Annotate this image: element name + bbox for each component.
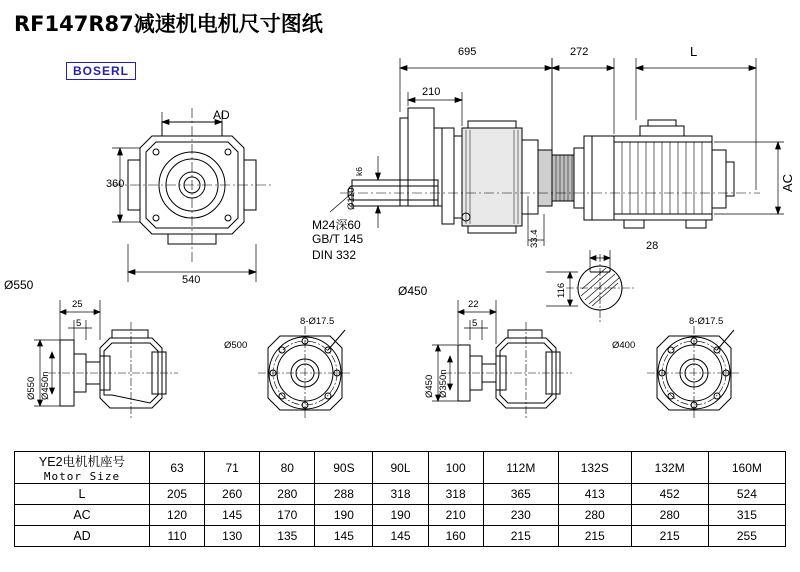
table-cell: 315 <box>708 505 785 526</box>
view-flange-right-face <box>647 326 741 420</box>
table-cell: 230 <box>483 505 558 526</box>
table-cell: 110 <box>150 526 205 547</box>
motor-adapter <box>552 136 592 220</box>
dia-450-right-label: Ø450 <box>424 374 435 398</box>
table-cell: 130 <box>205 526 260 547</box>
table-cell: 280 <box>631 505 708 526</box>
table-col-header: 132S <box>558 452 631 484</box>
table-cell: 120 <box>150 505 205 526</box>
table-cell: 255 <box>708 526 785 547</box>
view-flange-right-side <box>432 300 572 418</box>
motor-size-table <box>14 451 786 547</box>
table-col-header: 100 <box>428 452 483 484</box>
table-col-header: 160M <box>708 452 785 484</box>
table-row-label: AC <box>15 505 150 526</box>
dia-400-label: Ø400 <box>612 340 636 351</box>
dim-AC-label: AC <box>780 173 795 192</box>
table-header-row <box>15 452 786 484</box>
holes-right-label: 8-Ø17.5 <box>689 316 724 327</box>
table-header-label-cell <box>15 452 150 484</box>
table-cell: 280 <box>260 484 315 505</box>
table-cell: 135 <box>260 526 315 547</box>
table-col-header: 71 <box>205 452 260 484</box>
dia-110-tolerance-label: k6 <box>354 167 364 176</box>
table-cell: 452 <box>631 484 708 505</box>
gearbox-body <box>442 121 552 233</box>
thread-note-line1: M24深60 <box>312 218 361 232</box>
dia-550-left-label: Ø550 <box>26 376 37 400</box>
table-header-label-en: Motor Size <box>43 470 121 483</box>
dim-210-label: 210 <box>422 86 441 98</box>
table-row <box>15 526 786 547</box>
table-cell: 170 <box>260 505 315 526</box>
table-cell: 288 <box>315 484 373 505</box>
table-cell: 145 <box>373 526 428 547</box>
dim-AD-label: AD <box>213 108 230 122</box>
thread-note-line2: GB/T 145 <box>312 232 364 246</box>
dim-5-right-label: 5 <box>472 318 478 329</box>
dia-110-label: Ø110 <box>346 187 357 210</box>
dia-450-left-label: Ø450n <box>40 371 51 400</box>
dim-33-4-label: 33.4 <box>529 229 540 248</box>
table-cell: 524 <box>708 484 785 505</box>
dia-500-label: Ø500 <box>224 340 248 351</box>
table-col-header: 90S <box>315 452 373 484</box>
page-title: RF147R87减速机电机尺寸图纸 <box>14 12 323 36</box>
dia-350-right-label: Ø350n <box>438 369 449 398</box>
table-cell: 413 <box>558 484 631 505</box>
table-cell: 145 <box>205 505 260 526</box>
table-header-label-cn: YE2电机机座号 <box>38 455 126 469</box>
table-col-header: 132M <box>631 452 708 484</box>
table-col-header: 90L <box>373 452 428 484</box>
table-cell: 160 <box>428 526 483 547</box>
dim-25-label: 25 <box>72 299 83 310</box>
dim-272-label: 272 <box>570 46 589 58</box>
table-col-header: 63 <box>150 452 205 484</box>
output-shaft <box>348 108 442 206</box>
table-cell: 210 <box>428 505 483 526</box>
table-row-label: L <box>15 484 150 505</box>
table-cell: 145 <box>315 526 373 547</box>
table-row <box>15 484 786 505</box>
table-cell: 190 <box>373 505 428 526</box>
table-cell: 205 <box>150 484 205 505</box>
dim-360-label: 360 <box>106 178 125 190</box>
holes-left-label: 8-Ø17.5 <box>300 316 335 327</box>
view-flange-left-side <box>34 300 178 418</box>
brand-logo: BOSERL <box>66 62 136 80</box>
dim-L-label: L <box>690 44 698 59</box>
table-row <box>15 505 786 526</box>
view-flange-left-face <box>258 326 352 420</box>
dim-22-label: 22 <box>468 299 479 310</box>
table-cell: 318 <box>373 484 428 505</box>
table-cell: 190 <box>315 505 373 526</box>
table-col-header: 80 <box>260 452 315 484</box>
table-row-label: AD <box>15 526 150 547</box>
thread-note-line3: DIN 332 <box>312 248 357 262</box>
table-cell: 365 <box>483 484 558 505</box>
dim-695-label: 695 <box>458 46 477 58</box>
table-cell: 318 <box>428 484 483 505</box>
table-col-header: 112M <box>483 452 558 484</box>
dim-5-left-label: 5 <box>76 318 82 329</box>
table-cell: 215 <box>631 526 708 547</box>
dim-540-label: 540 <box>182 274 201 286</box>
dia-450-top-label: Ø450 <box>398 284 428 298</box>
motor-body <box>592 120 734 228</box>
table-cell: 215 <box>558 526 631 547</box>
table-cell: 280 <box>558 505 631 526</box>
dim-28-label: 28 <box>646 240 659 252</box>
table-cell: 260 <box>205 484 260 505</box>
dia-550-top-label: Ø550 <box>4 278 34 292</box>
dim-116-label: 116 <box>556 282 567 298</box>
table-cell: 215 <box>483 526 558 547</box>
